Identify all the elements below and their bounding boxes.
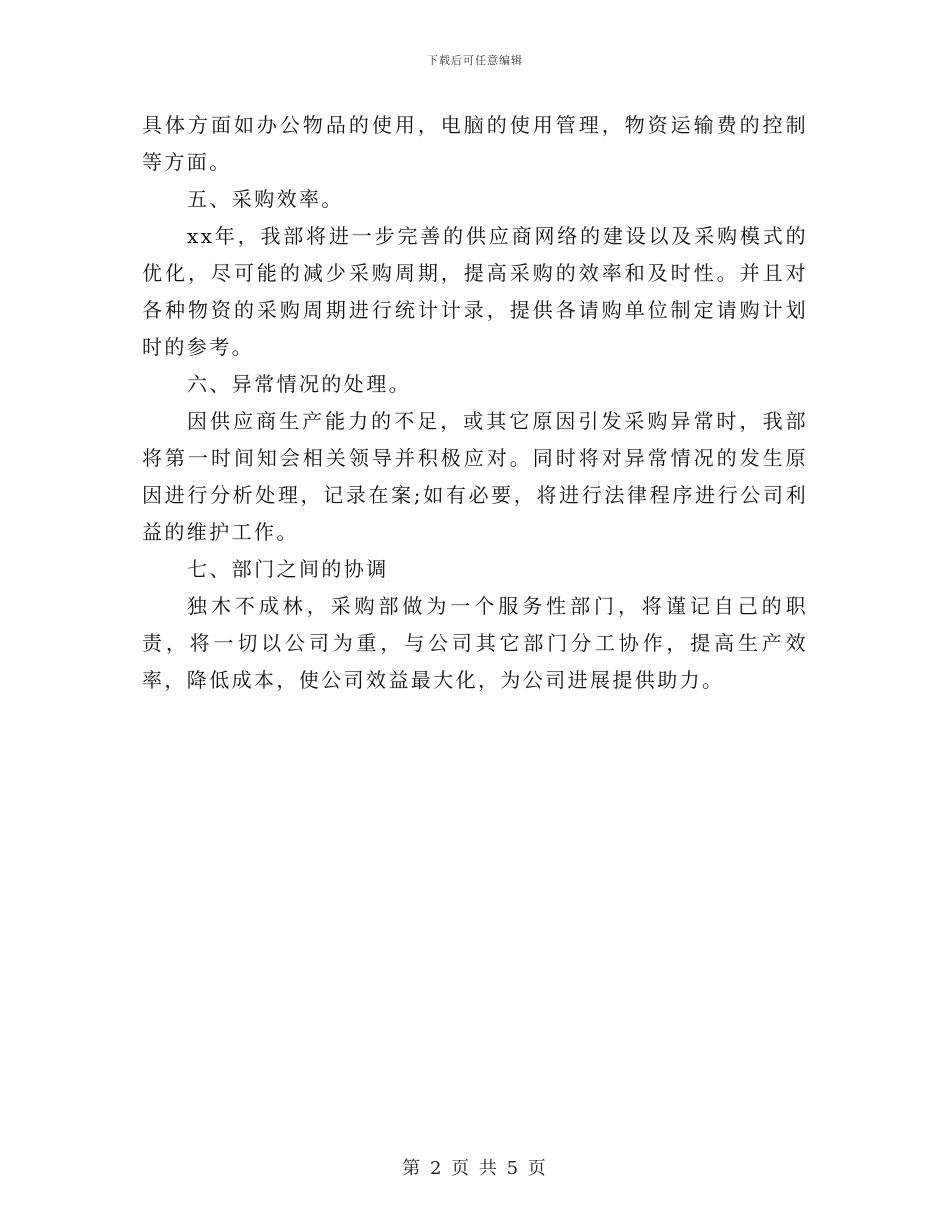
section-heading-7: 七、部门之间的协调 xyxy=(187,557,389,581)
page-header: 下载后可任意编辑 xyxy=(427,54,523,67)
paragraph-procurement-efficiency: xx年，我部将进一步完善的供应商网络的建设以及采购模式的优化，尽可能的减少采购周期，提高采购的效率和及时性。并且对各种物资的采购周期进行统计计录，提供各请购单位制定请购计划时的参考。 xyxy=(142,224,808,359)
paragraph-department-coordination: 独木不成林，采购部做为一个服务性部门，将谨记自己的职责，将一切以公司为重，与公司其它部门分工协作，提高生产效率，降低成本，使公司效益最大化，为公司进展提供助力。 xyxy=(142,594,808,692)
paragraph-continuation: 具体方面如办公物品的使用，电脑的使用管理，物资运输费的控制等方面。 xyxy=(142,113,808,174)
section-heading-5: 五、采购效率。 xyxy=(187,187,344,211)
section-heading-6: 六、异常情况的处理。 xyxy=(187,372,411,396)
paragraph-exception-handling: 因供应商生产能力的不足，或其它原因引发采购异常时，我部将第一时间知会相关领导并积极应对。同时将对异常情况的发生原因进行分析处理，记录在案;如有必要，将进行法律程序进行公司利益的维护工作。 xyxy=(142,409,808,544)
document-body xyxy=(142,107,808,699)
page-number-footer: 第 2 页 共 5 页 xyxy=(402,1158,548,1179)
